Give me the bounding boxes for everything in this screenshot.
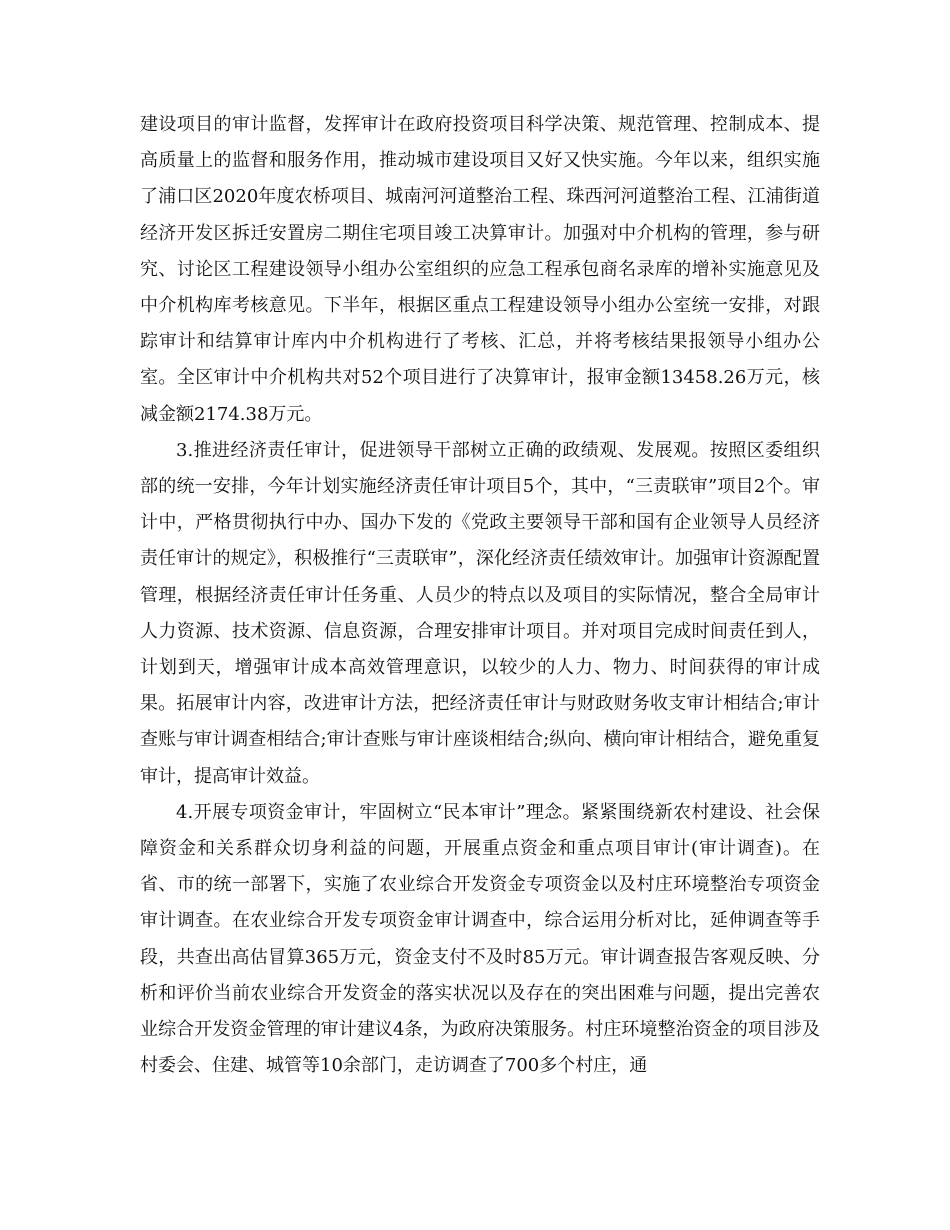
paragraph-economic-responsibility-audit: 3.推进经济责任审计，促进领导干部树立正确的政绩观、发展观。按照区委组织部的统一安排，今年计划实施经济责任审计项目5个，其中，“三责联审”项目2个。审计中，严格贯彻执行中办、国办下发的《党政主要领导干部和国有企业领导人员经济责任审计的规定》，积极推行“三责联审”，深化经济责任绩效审计。加强审计资源配置管理，根据经济责任审计任务重、人员少的特点以及项目的实际情况，整合全局审计人力资源、技术资源、信息资源，合理安排审计项目。并对项目完成时间责任到人，计划到天，增强审计成本高效管理意识，以较少的人力、物力、时间获得的审计成果。拓展审计内容，改进审计方法，把经济责任审计与财政财务收支审计相结合;审计查账与审计调查相结合;审计查账与审计座谈相结合;纵向、横向审计相结合，避免重复审计，提高审计效益。 (140, 439, 820, 787)
document-body (140, 107, 820, 1084)
paragraph-special-fund-audit: 4.开展专项资金审计，牢固树立“民本审计”理念。紧紧围绕新农村建设、社会保障资金和关系群众切身利益的问题，开展重点资金和重点项目审计(审计调查)。在省、市的统一部署下，实施了农业综合开发资金专项资金以及村庄环境整治专项资金审计调查。在农业综合开发专项资金审计调查中，综合运用分析对比，延伸调查等手段，共查出高估冒算365万元，资金支付不及时85万元。审计调查报告客观反映、分析和评价当前农业综合开发资金的落实状况以及存在的突出困难与问题，提出完善农业综合开发资金管理的审计建议4条，为政府决策服务。村庄环境整治资金的项目涉及村委会、住建、城管等10余部门，走访调查了700多个村庄，通 (140, 801, 820, 1077)
paragraph-project-audit: 建设项目的审计监督，发挥审计在政府投资项目科学决策、规范管理、控制成本、提高质量上的监督和服务作用，推动城市建设项目又好又快实施。今年以来，组织实施了浦口区2020年度农桥项目、城南河河道整治工程、珠西河河道整治工程、江浦街道经济开发区拆迁安置房二期住宅项目竣工决算审计。加强对中介机构的管理，参与研究、讨论区工程建设领导小组办公室组织的应急工程承包商名录库的增补实施意见及中介机构库考核意见。下半年，根据区重点工程建设领导小组办公室统一安排，对跟踪审计和结算审计库内中介机构进行了考核、汇总，并将考核结果报领导小组办公室。全区审计中介机构共对52个项目进行了决算审计，报审金额13458.26万元，核减金额2174.38万元。 (140, 114, 820, 425)
